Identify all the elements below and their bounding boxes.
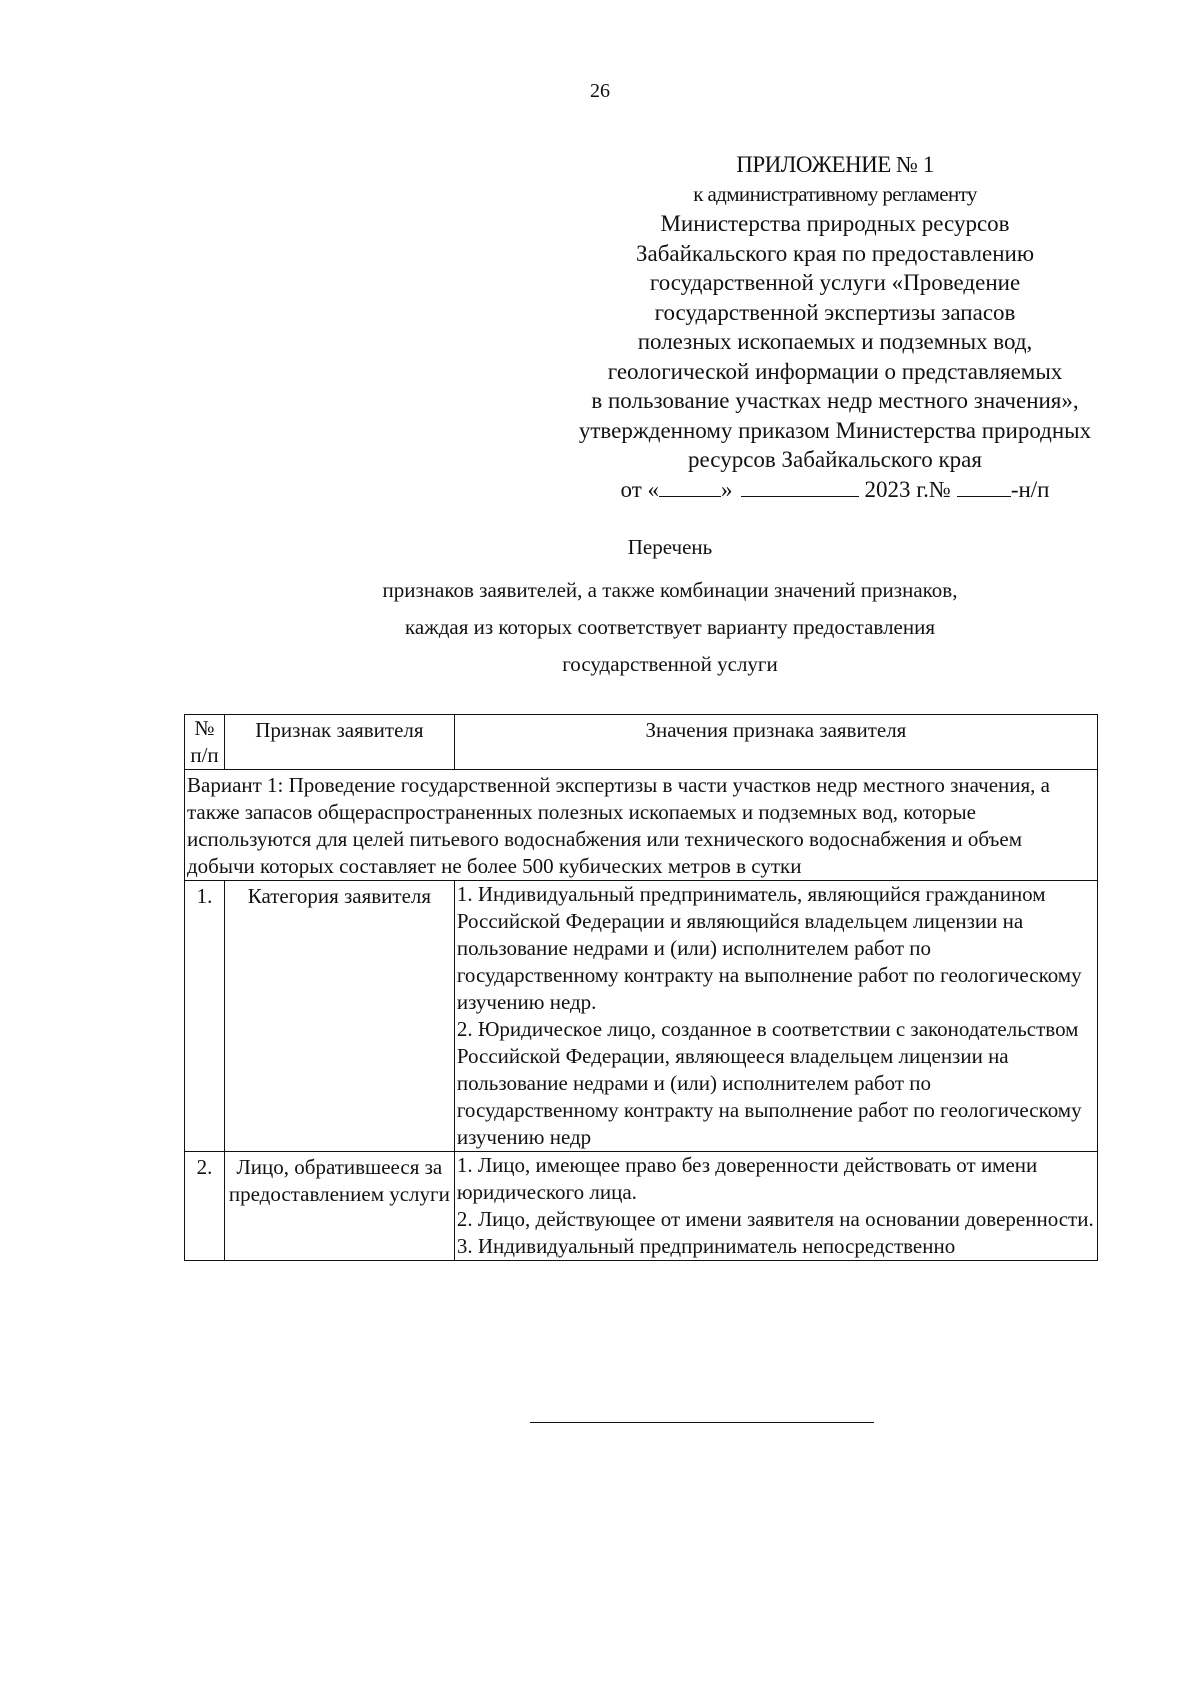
value-item: 2. Лицо, действующее от имени заявителя на основании доверенности. [456,1207,1094,1231]
annex-title: ПРИЛОЖЕНИЕ № 1 [736,152,934,177]
page-number: 26 [590,80,610,102]
row-attr: Категория заявителя [224,881,454,1152]
attributes-table [184,714,1098,1261]
row-num: 2. [185,1152,225,1261]
table-header-row [185,715,1098,770]
date-year: 2023 г.№ [864,476,951,502]
row-num: 1. [185,881,225,1152]
date-quote-close: » [721,476,733,502]
end-divider [530,1422,874,1423]
header-num: № п/п [185,715,225,770]
variant-text: Вариант 1: Проведение государственной экспертизы в части участков недр местного значения, а также запасов общераспространенных полезных ископаемых и подземных вод, которые используются для целей питьевого водоснабжения или технического водоснабжения и объем добычи которых составляет не более 500 кубических метров в сутки [185,770,1098,881]
annex-line: Забайкальского края по предоставлению [635,240,1035,266]
annex-line: в пользование участках недр местного значения», [591,388,1079,413]
value-item: 2. Юридическое лицо, созданное в соответствии с законодательством Российской Федерации, являющееся владельцем лицензии на пользование недрами и (или) исполнителем работ по государственному контракту на выполнение работ по геологическому изучению недр [456,1017,1082,1149]
header-attr: Признак заявителя [224,715,454,770]
value-item: 3. Индивидуальный предприниматель непосредственно [456,1234,956,1258]
annex-line: Министерства природных ресурсов [660,211,1010,236]
annex-line: ресурсов Забайкальского края [688,447,982,472]
list-subtitle-line: каждая из которых соответствует варианту предоставления [404,615,935,639]
list-subtitle-line: признаков заявителей, а также комбинации значений признаков, [382,578,958,602]
list-subtitle [320,572,1020,683]
row-values [454,881,1097,1152]
list-subtitle-line: государственной услуги [562,652,778,676]
annex-line: государственной услуги «Проведение [649,270,1021,295]
header-val: Значения признака заявителя [454,715,1097,770]
annex-subtitle: к административному регламенту [693,181,977,206]
table-row [185,1152,1098,1261]
number-blank [957,476,1011,497]
date-suffix: -н/п [1010,476,1050,502]
day-blank [659,476,721,497]
row-attr: Лицо, обратившееся за предоставлением услуги [224,1152,454,1261]
annex-line: утвержденному приказом Министерства природных [578,417,1092,443]
variant-row [185,770,1098,881]
annex-header [530,150,1140,504]
value-item: 1. Лицо, имеющее право без доверенности действовать от имени юридического лица. [456,1153,1038,1204]
date-prefix: от « [620,476,660,502]
date-line [530,475,1140,505]
annex-line: полезных ископаемых и подземных вод, [637,329,1033,354]
row-values [454,1152,1097,1261]
annex-line: геологической информации о представляемых [607,358,1063,384]
month-blank [741,476,859,497]
list-title: Перечень [627,535,713,559]
value-item: 1. Индивидуальный предприниматель, являющийся гражданином Российской Федерации и являющийся владельцем лицензии на пользование недрами и (или) исполнителем работ по государственному контракту на выполнение работ по геологическому изучению недр. [456,882,1082,1014]
table-row [185,881,1098,1152]
annex-line: государственной экспертизы запасов [654,299,1016,325]
